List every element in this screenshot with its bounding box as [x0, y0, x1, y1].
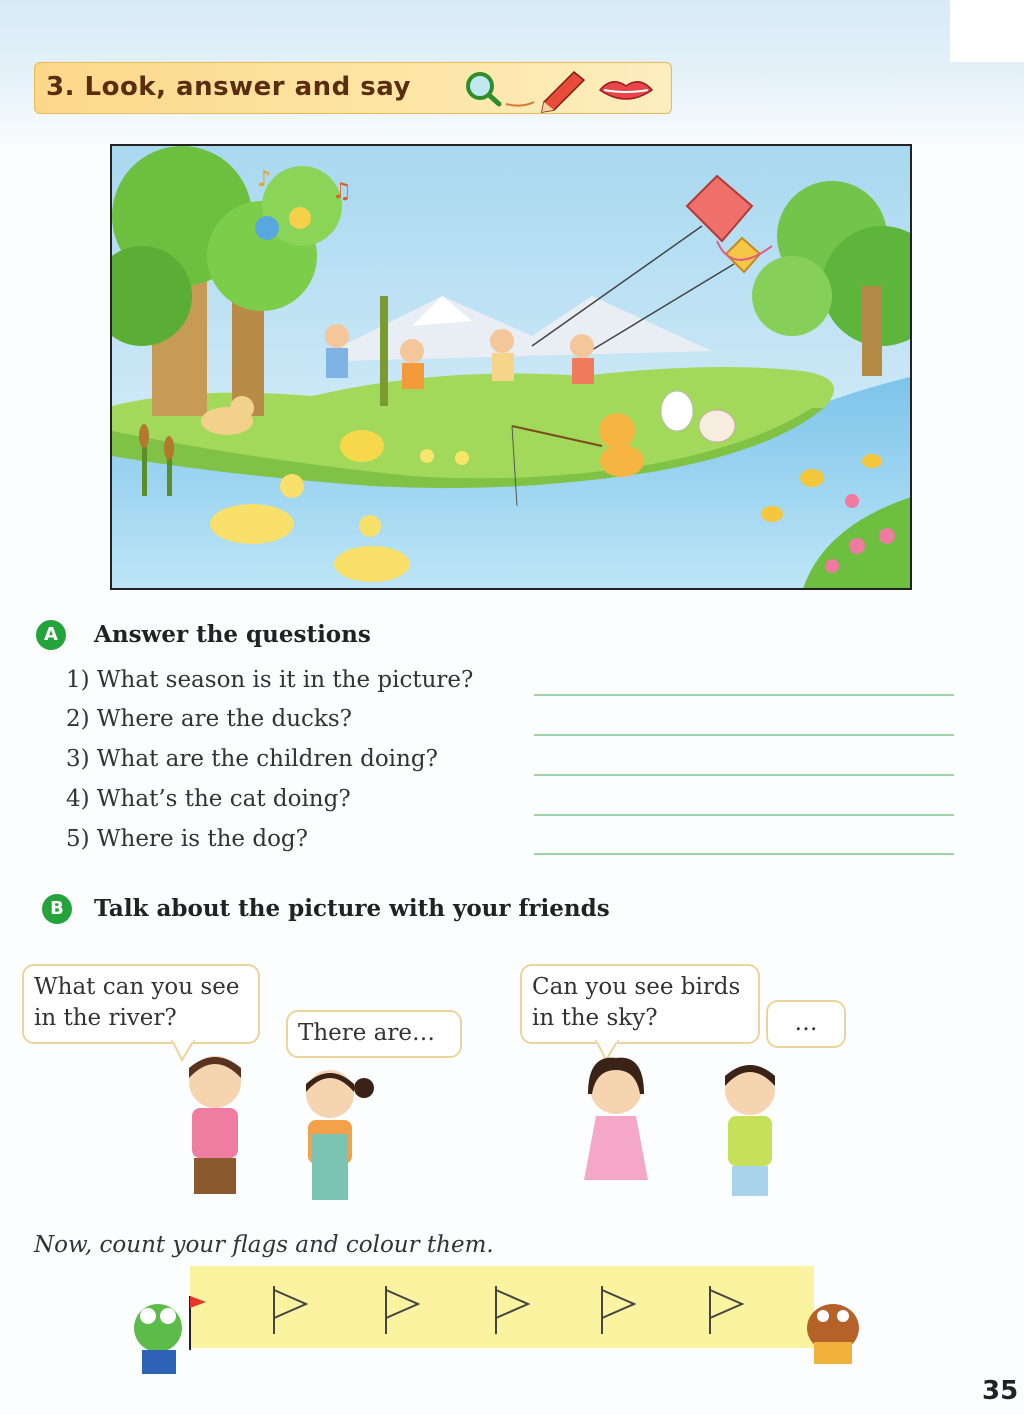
- frog-mascot-illustration: [118, 1290, 208, 1390]
- svg-text:♪: ♪: [257, 167, 272, 192]
- answer-line-1[interactable]: [534, 694, 954, 696]
- answer-line-3[interactable]: [534, 774, 954, 776]
- banner-icons: [462, 64, 662, 114]
- page-number: 35: [982, 1376, 1019, 1406]
- park-scene-illustration: [110, 144, 912, 590]
- bubble-text: Can you see birds: [532, 974, 741, 1000]
- question-5: 5) Where is the dog?: [66, 826, 308, 852]
- flag-outline-3[interactable]: [490, 1284, 534, 1336]
- flag-instruction: Now, count your flags and colour them.: [34, 1232, 494, 1258]
- bubble-text: …: [794, 1010, 818, 1036]
- answer-line-5[interactable]: [534, 853, 954, 855]
- flag-outline-2[interactable]: [380, 1284, 424, 1336]
- magnifier-icon: [468, 74, 499, 104]
- bubble-text: in the sky?: [532, 1005, 658, 1031]
- speech-bubble-river: [22, 964, 260, 1044]
- section-a-badge: A: [36, 620, 66, 650]
- question-1: 1) What season is it in the picture?: [66, 667, 474, 693]
- pencil-icon: [542, 72, 584, 112]
- question-2: 2) Where are the ducks?: [66, 706, 352, 732]
- scene-drawing: [112, 146, 912, 590]
- boy-pink-shirt-illustration: [170, 1050, 260, 1200]
- lips-icon: [600, 82, 652, 99]
- girl-overalls-illustration: [280, 1064, 380, 1204]
- flag-outline-5[interactable]: [704, 1284, 748, 1336]
- speech-bubble-ellipsis: [766, 1000, 846, 1048]
- answer-line-4[interactable]: [534, 814, 954, 816]
- svg-text:♫: ♫: [332, 179, 352, 204]
- corner-blank: [950, 0, 1024, 62]
- answer-line-2[interactable]: [534, 734, 954, 736]
- section-a-title: Answer the questions: [94, 621, 371, 648]
- flag-outline-4[interactable]: [596, 1284, 640, 1336]
- girl-pink-dress-illustration: [566, 1054, 666, 1194]
- question-3: 3) What are the children doing?: [66, 746, 438, 772]
- section-b-title: Talk about the picture with your friends: [94, 895, 610, 922]
- bubble-text: in the river?: [34, 1005, 177, 1031]
- speech-bubble-there-are: [286, 1010, 462, 1058]
- bubble-text: What can you see: [34, 974, 240, 1000]
- speech-bubble-birds: [520, 964, 760, 1044]
- boy-green-shirt-illustration: [700, 1060, 800, 1200]
- exercise-title: 3. Look, answer and say: [46, 72, 411, 102]
- question-4: 4) What’s the cat doing?: [66, 786, 351, 812]
- bubble-text: There are…: [298, 1020, 436, 1046]
- section-b-badge: B: [42, 894, 72, 924]
- toad-mascot-illustration: [788, 1288, 878, 1378]
- flag-outline-1[interactable]: [268, 1284, 312, 1336]
